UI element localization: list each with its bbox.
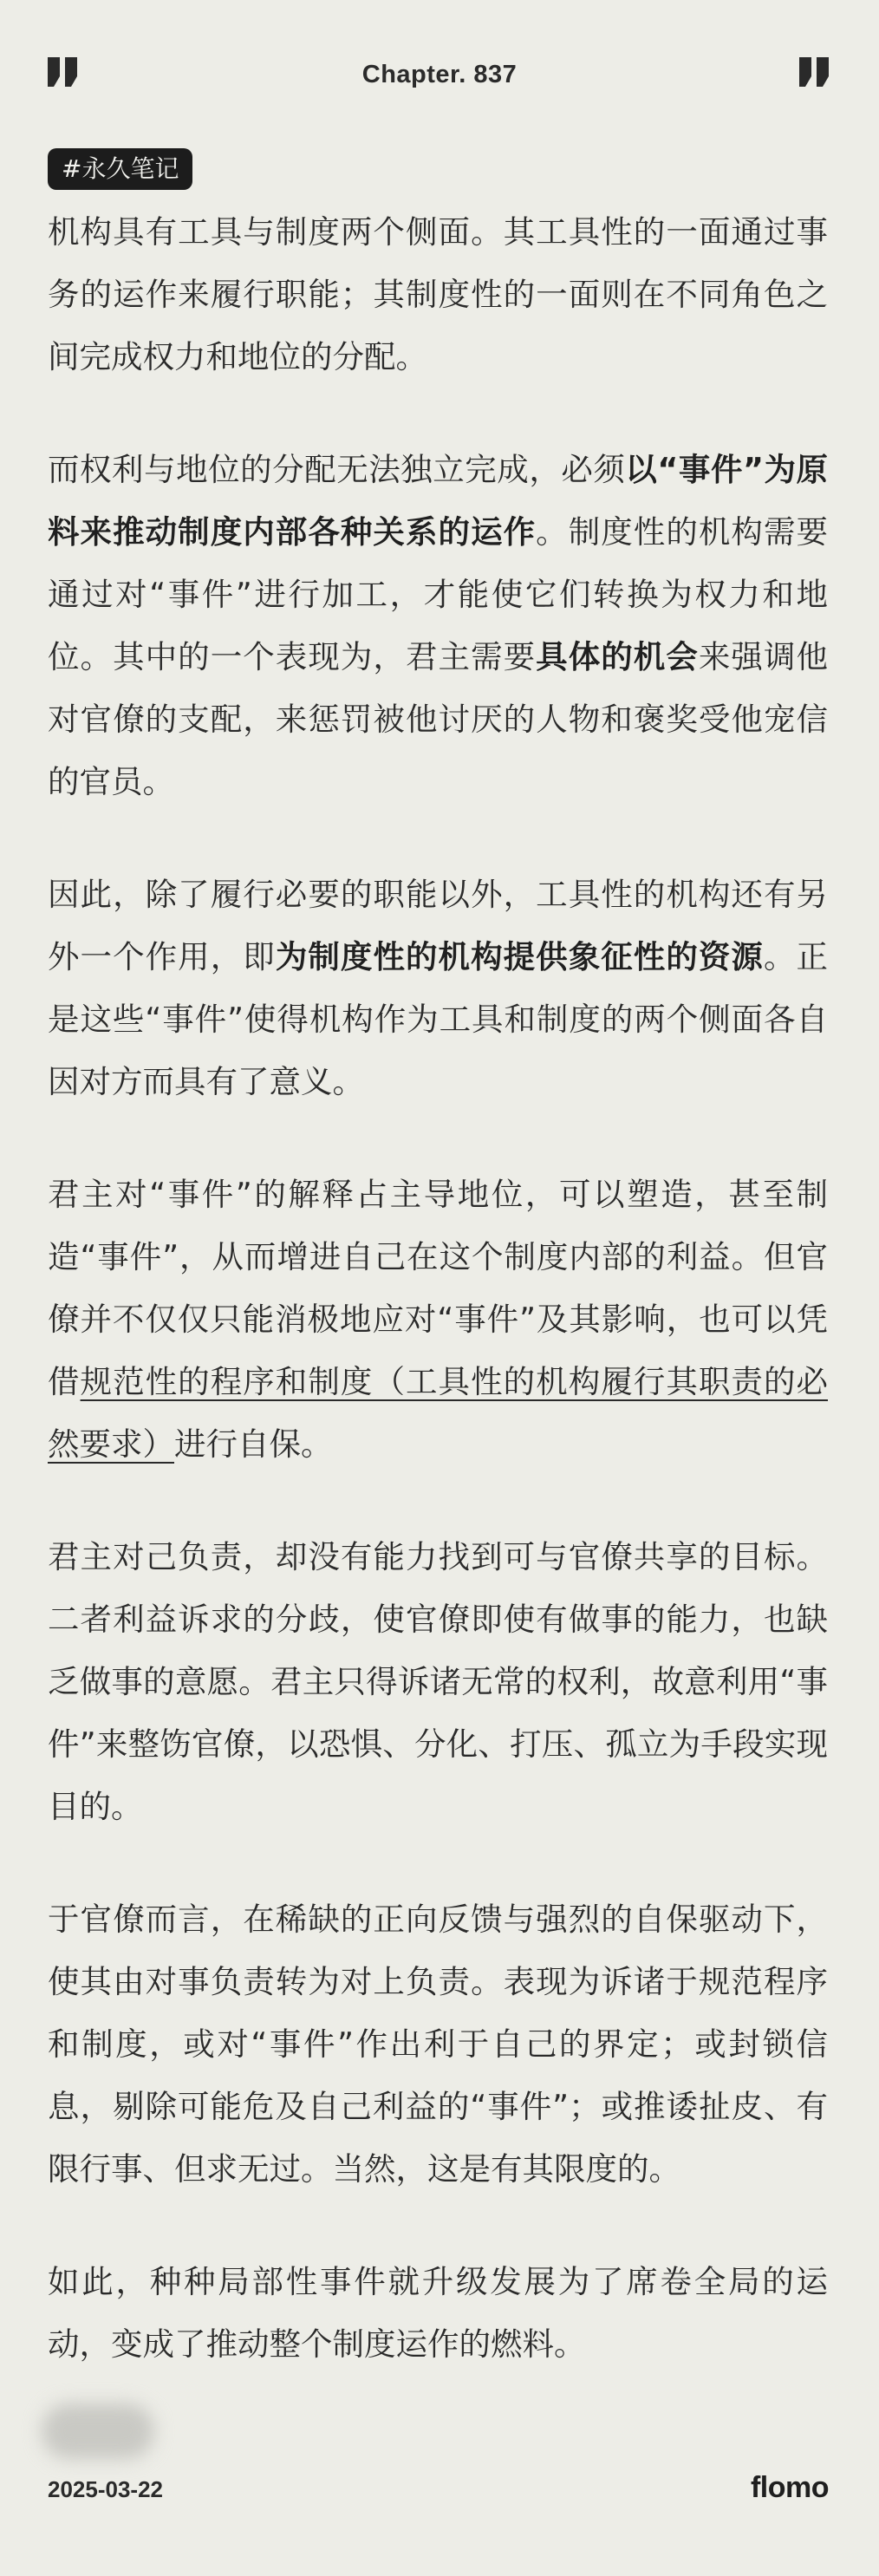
chapter-title: Chapter. 837	[361, 61, 518, 88]
blurred-avatar	[42, 2403, 154, 2459]
bold-text: 以“事件”为原料来推动制度内部各种关系的运作	[48, 451, 828, 551]
paragraph	[48, 1164, 828, 1476]
brand-logo: flomo	[750, 2471, 829, 2504]
text-run: 君主对己负责，却没有能力找到可与官僚共享的目标。二者利益诉求的分歧，使官僚即使有做事的能力，也缺乏做事的意愿。君主只得诉诸无常的权利，故意利用“事件”来整饬官僚，以恐惧、分化、打压、孤立为手段实现目的。	[48, 1538, 828, 1825]
text-run: 于官僚而言，在稀缺的正向反馈与强烈的自保驱动下，使其由对事负责转为对上负责。表现为诉诸于规范程序和制度，或对“事件”作出利于自己的界定；或封锁信息，剔除可能危及自己利益的“事件”；或推诿扯皮、有限行事、但求无过。当然，这是有其限度的。	[48, 1901, 828, 2188]
text-run: 君主对“事件”的解释占主导地位，可以塑造，甚至制造“事件”，从而增进自己在这个制度内部的利益。但官僚并不仅仅只能消极地应对“事件”及其影响，也可以凭借	[48, 1176, 828, 1400]
paragraph	[48, 1888, 828, 2201]
text-run: 来强调他对官僚的支配，来惩罚被他讨厌的人物和褒奖受他宠信的官员。	[48, 638, 829, 800]
text-run: 。制度性的机构需要通过对“事件”进行加工，才能使它们转换为权力和地位。其中的一个表现为，君主需要	[48, 513, 829, 675]
note-tag[interactable]: #永久笔记	[48, 148, 192, 190]
note-date: 2025-03-22	[48, 2476, 163, 2502]
bold-text: 为制度性的机构提供象征性的资源	[275, 938, 764, 975]
paragraph	[48, 2251, 828, 2376]
paragraph	[48, 864, 828, 1113]
text-run: 进行自保。	[174, 1425, 333, 1463]
bold-text: 具体的机会	[536, 638, 699, 675]
text-run: 因此，除了履行必要的职能以外，工具性的机构还有另外一个作用，即	[48, 876, 828, 975]
paragraph	[48, 439, 828, 813]
note-content	[48, 201, 828, 2426]
text-run: 机构具有工具与制度两个侧面。其工具性的一面通过事务的运作来履行职能；其制度性的一面则在不同角色之间完成权力和地位的分配。	[48, 213, 828, 375]
quote-close-icon	[798, 57, 832, 87]
paragraph	[48, 201, 828, 388]
text-run: 而权利与地位的分配无法独立完成，必须	[48, 451, 626, 488]
text-run: 。正是这些“事件”使得机构作为工具和制度的两个侧面各自因对方而具有了意义。	[48, 938, 829, 1100]
text-run: 如此，种种局部性事件就升级发展为了席卷全局的运动，变成了推动整个制度运作的燃料。	[48, 2263, 828, 2363]
paragraph	[48, 1526, 828, 1838]
underlined-text: 规范性的程序和制度（工具性的机构履行其职责的必然要求）	[48, 1363, 829, 1463]
card-header	[0, 0, 879, 121]
